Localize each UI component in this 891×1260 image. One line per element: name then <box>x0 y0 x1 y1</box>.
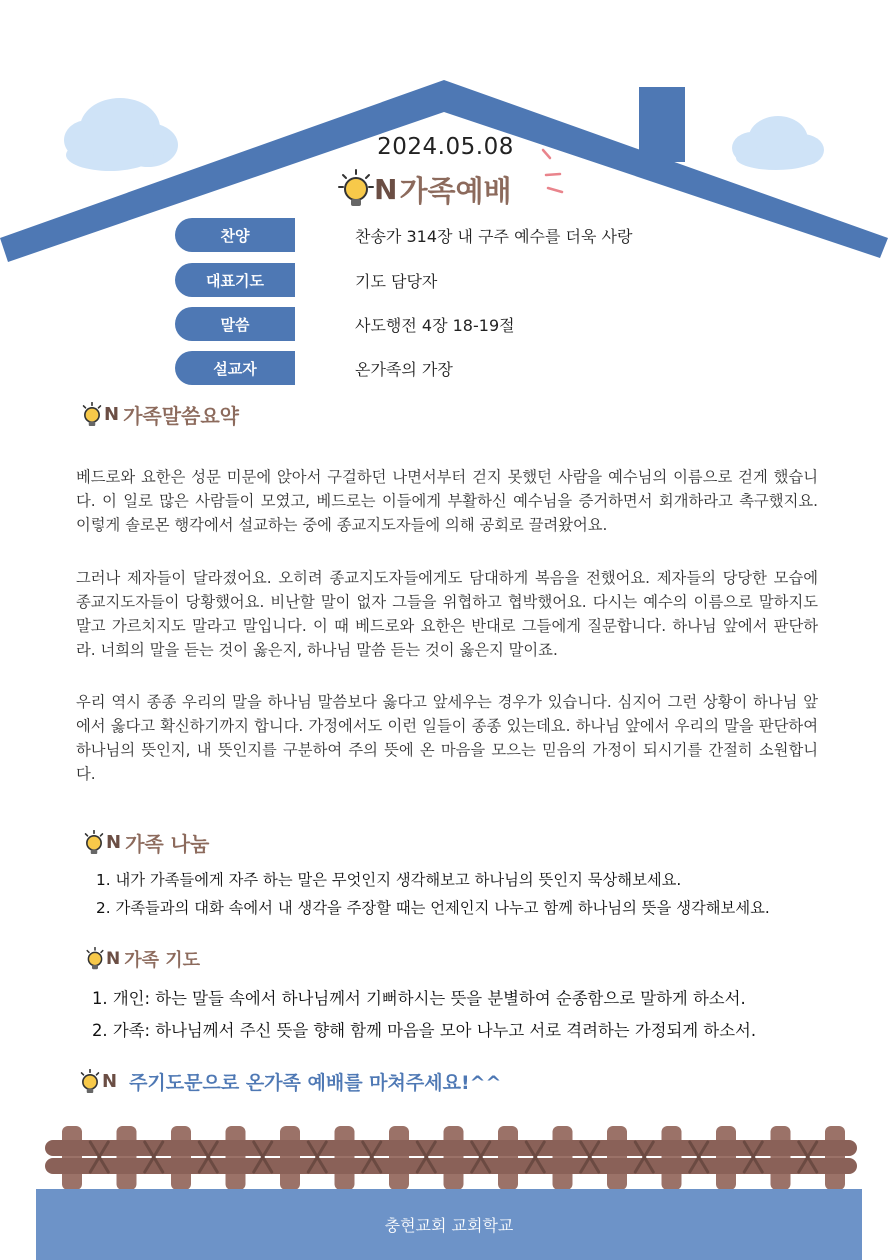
summary-heading <box>80 400 239 429</box>
info-value: 찬송가 314장 내 구주 예수를 더욱 사랑 <box>355 226 633 246</box>
prayer-heading <box>84 946 200 972</box>
title-text: 가족예배 <box>399 173 512 208</box>
date-label: 2024.05.08 <box>377 134 514 160</box>
info-value: 기도 담당자 <box>355 271 438 291</box>
lightbulb-icon <box>338 169 374 209</box>
logo-n-letter: N <box>106 832 122 853</box>
lightbulb-icon <box>82 830 106 856</box>
info-label: 대표기도 <box>175 263 295 297</box>
fence-icon <box>45 1126 857 1190</box>
closing-text: 주기도문으로 온가족 예배를 마쳐주세요!^^ <box>129 1072 502 1094</box>
lightbulb-icon <box>84 947 106 971</box>
logo-n-letter: N <box>102 1071 118 1092</box>
logo-n-letter: N <box>374 172 398 206</box>
sharing-list <box>96 866 770 922</box>
prayer-list <box>92 983 756 1047</box>
list-item: 1. 내가 가족들에게 자주 하는 말은 무엇인지 생각해보고 하나님의 뜻인지 묵상해보세요. <box>96 871 682 889</box>
footer-bar <box>36 1189 862 1260</box>
prayer-title: 가족 기도 <box>124 950 201 971</box>
summary-title: 가족말씀요약 <box>123 404 239 428</box>
summary-paragraph: 그러나 제자들이 달라졌어요. 오히려 종교지도자들에게도 담대하게 복음을 전했어요. 제자들의 당당한 모습에 종교지도자들이 당황했어요. 비난할 말이 없자 그들을 위협하고 협박했어요. 다시는 예수의 이름으로 말하지도 말고 가르치지도 말라고 말입니다. 이 때 베드로와 요한은 반대로 그들에게 질문합니다. 하나님 앞에서 판단하라. 너희의 말을 듣는 것이 옳은지, 하나님 말씀 듣는 것이 옳은지 말이죠. <box>76 569 818 659</box>
page-title <box>338 164 512 214</box>
lightbulb-icon <box>80 402 104 428</box>
sharing-heading <box>82 828 209 857</box>
sharing-title: 가족 나눔 <box>125 832 210 856</box>
info-value: 온가족의 가장 <box>355 359 453 379</box>
info-row-prayer-leader <box>175 263 735 297</box>
info-row-preacher <box>175 351 735 385</box>
info-row-praise <box>175 218 735 252</box>
info-label: 말씀 <box>175 307 295 341</box>
list-item: 2. 가족: 하나님께서 주신 뜻을 향해 함께 마음을 모아 나누고 서로 격려하는 가정되게 하소서. <box>92 1021 757 1040</box>
logo-n-letter: N <box>106 949 121 969</box>
list-item: 1. 개인: 하는 말들 속에서 하나님께서 기뻐하시는 뜻을 분별하여 순종함으로 말하게 하소서. <box>92 989 746 1008</box>
list-item: 2. 가족들과의 대화 속에서 내 생각을 주장할 때는 언제인지 나누고 함께 하나님의 뜻을 생각해보세요. <box>96 899 770 917</box>
info-row-scripture <box>175 307 735 341</box>
info-label: 찬양 <box>175 218 295 252</box>
lightbulb-icon <box>78 1069 102 1095</box>
info-value: 사도행전 4장 18-19절 <box>355 315 515 335</box>
summary-paragraph: 우리 역시 종종 우리의 말을 하나님 말씀보다 옳다고 앞세우는 경우가 있습니다. 심지어 그런 상황이 하나님 앞에서 옳다고 확신하기까지 합니다. 가정에서도 이런 일들이 종종 있는데요. 하나님 앞에서 우리의 말을 판단하여 하나님의 뜻인지, 내 뜻인지를 구분하여 주의 뜻에 온 마음을 모으는 믿음의 가정이 되시기를 간절히 소원합니다. <box>76 693 818 783</box>
footer-text: 충현교회 교회학교 <box>384 1216 514 1235</box>
info-label: 설교자 <box>175 351 295 385</box>
closing-message <box>78 1068 501 1095</box>
logo-n-letter: N <box>104 404 120 425</box>
summary-paragraph: 베드로와 요한은 성문 미문에 앉아서 구걸하던 나면서부터 걷지 못했던 사람을 예수님의 이름으로 걷게 했습니다. 이 일로 많은 사람들이 모였고, 베드로는 이들에게 부활하신 예수님을 증거하면서 회개하라고 촉구했지요. 이렇게 솔로몬 행각에서 설교하는 중에 종교지도자들에 의해 공회로 끌려왔어요. <box>76 468 818 534</box>
